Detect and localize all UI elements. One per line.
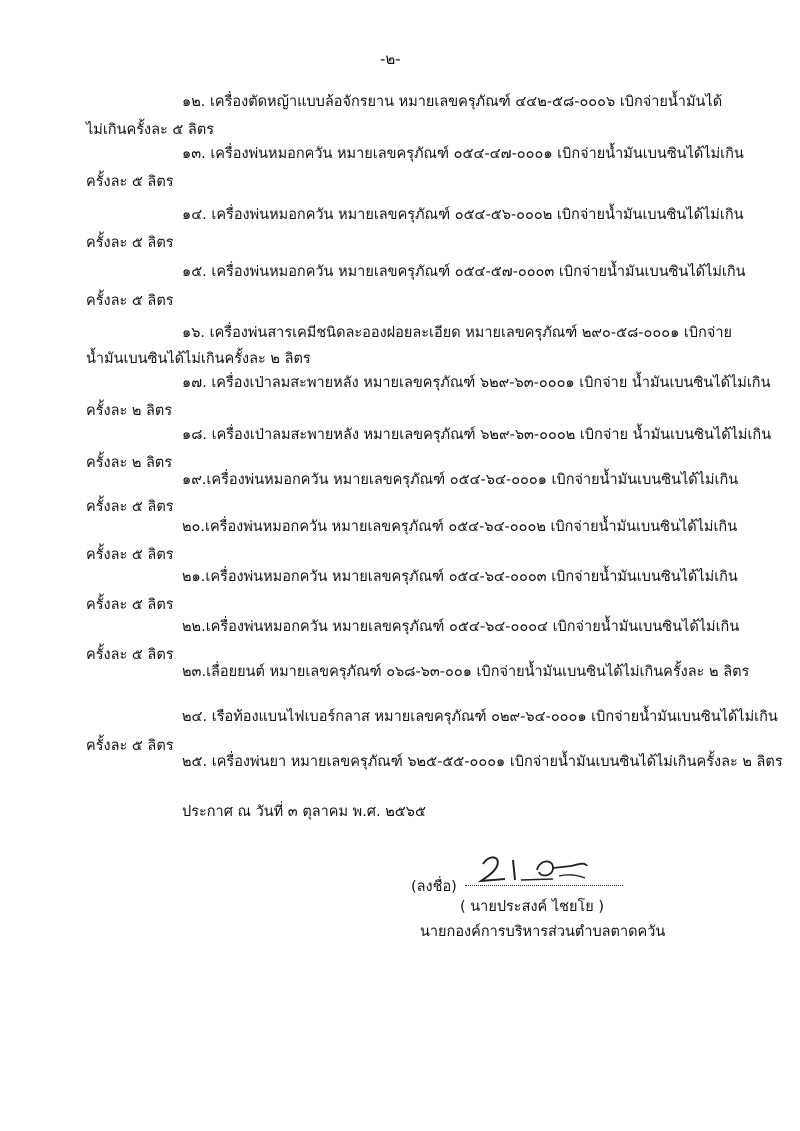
item-line: ๒๔. เรือท้องแบนไฟเบอร์กลาส หมายเลขครุภัณฑ์ ๐๒๙-๖๔-๐๐๐๑ เบิกจ่ายน้ำมันเบนซินได้ไม่เกิน — [182, 709, 778, 725]
item-line: ๒๓.เลื่อยยนต์ หมายเลขครุภัณฑ์ ๐๖๘-๖๓-๐๐๑ เบิกจ่ายน้ำมันเบนซินได้ไม่เกินครั้งละ ๒ ลิตร — [182, 664, 750, 680]
item-line-continuation: ครั้งละ ๕ ลิตร — [86, 738, 174, 754]
signature-icon — [475, 852, 605, 886]
signer-name: ( นายประสงค์ ไชยโย ) — [460, 899, 605, 915]
item-line-continuation: ครั้งละ ๕ ลิตร — [86, 547, 174, 563]
item-line: ๑๔. เครื่องพ่นหมอกควัน หมายเลขครุภัณฑ์ ๐๕๔-๕๖-๐๐๐๒ เบิกจ่ายน้ำมันเบนซินได้ไม่เกิน — [182, 207, 744, 223]
item-line: ๑๕. เครื่องพ่นหมอกควัน หมายเลขครุภัณฑ์ ๐๕๔-๕๗-๐๐๐๓ เบิกจ่ายน้ำมันเบนซินได้ไม่เกิน — [182, 264, 746, 280]
item-line-continuation: ไม่เกินครั้งละ ๕ ลิตร — [86, 122, 215, 138]
page-number: -๒- — [380, 50, 401, 68]
item-line-continuation: ครั้งละ ๒ ลิตร — [86, 455, 173, 471]
announcement-date: ประกาศ ณ วันที่ ๓ ตุลาคม พ.ศ. ๒๕๖๕ — [182, 804, 426, 820]
item-line: ๒๐.เครื่องพ่นหมอกควัน หมายเลขครุภัณฑ์ ๐๕๔-๖๔-๐๐๐๒ เบิกจ่ายน้ำมันเบนซินได้ไม่เกิน — [182, 519, 738, 535]
item-line-continuation: ครั้งละ ๕ ลิตร — [86, 235, 174, 251]
item-line-continuation: ครั้งละ ๒ ลิตร — [86, 403, 173, 419]
item-line-continuation: ครั้งละ ๕ ลิตร — [86, 174, 174, 190]
item-line-continuation: น้ำมันเบนซินได้ไม่เกินครั้งละ ๒ ลิตร — [86, 351, 311, 367]
item-line: ๒๕. เครื่องพ่นยา หมายเลขครุภัณฑ์ ๖๒๕-๕๕-๐๐๐๑ เบิกจ่ายน้ำมันเบนซินได้ไม่เกินครั้งละ ๒ ลิตร — [182, 754, 783, 770]
item-line: ๑๓. เครื่องพ่นหมอกควัน หมายเลขครุภัณฑ์ ๐๕๔-๔๗-๐๐๐๑ เบิกจ่ายน้ำมันเบนซินได้ไม่เกิน — [182, 146, 744, 162]
signer-position: นายกองค์การบริหารส่วนตำบลตาดควัน — [420, 924, 666, 940]
signature-label: (ลงชื่อ) — [411, 879, 457, 895]
item-line: ๑๖. เครื่องพ่นสารเคมีชนิดละอองฝอยละเอียด หมายเลขครุภัณฑ์ ๒๙๐-๕๘-๐๐๐๑ เบิกจ่าย — [182, 325, 732, 341]
item-line: ๒๑.เครื่องพ่นหมอกควัน หมายเลขครุภัณฑ์ ๐๕๔-๖๔-๐๐๐๓ เบิกจ่ายน้ำมันเบนซินได้ไม่เกิน — [182, 569, 738, 585]
item-line-continuation: ครั้งละ ๕ ลิตร — [86, 647, 174, 663]
item-line: ๑๗. เครื่องเป่าลมสะพายหลัง หมายเลขครุภัณฑ์ ๖๒๙-๖๓-๐๐๐๑ เบิกจ่าย น้ำมันเบนซินได้ไม่เกิน — [182, 375, 771, 391]
item-line: ๑๙.เครื่องพ่นหมอกควัน หมายเลขครุภัณฑ์ ๐๕๔-๖๔-๐๐๐๑ เบิกจ่ายน้ำมันเบนซินได้ไม่เกิน — [182, 472, 739, 488]
item-line: ๒๒.เครื่องพ่นหมอกควัน หมายเลขครุภัณฑ์ ๐๕๔-๖๔-๐๐๐๔ เบิกจ่ายน้ำมันเบนซินได้ไม่เกิน — [182, 619, 740, 635]
item-line: ๑๘. เครื่องเป่าลมสะพายหลัง หมายเลขครุภัณฑ์ ๖๒๙-๖๓-๐๐๐๒ เบิกจ่าย น้ำมันเบนซินได้ไม่เกิน — [182, 427, 772, 443]
signature-line — [465, 885, 623, 886]
item-line: ๑๒. เครื่องตัดหญ้าแบบล้อจักรยาน หมายเลขครุภัณฑ์ ๔๔๒-๕๘-๐๐๐๖ เบิกจ่ายน้ำมันได้ — [182, 94, 723, 110]
item-line-continuation: ครั้งละ ๕ ลิตร — [86, 597, 174, 613]
item-line-continuation: ครั้งละ ๕ ลิตร — [86, 293, 174, 309]
item-line-continuation: ครั้งละ ๕ ลิตร — [86, 499, 174, 515]
